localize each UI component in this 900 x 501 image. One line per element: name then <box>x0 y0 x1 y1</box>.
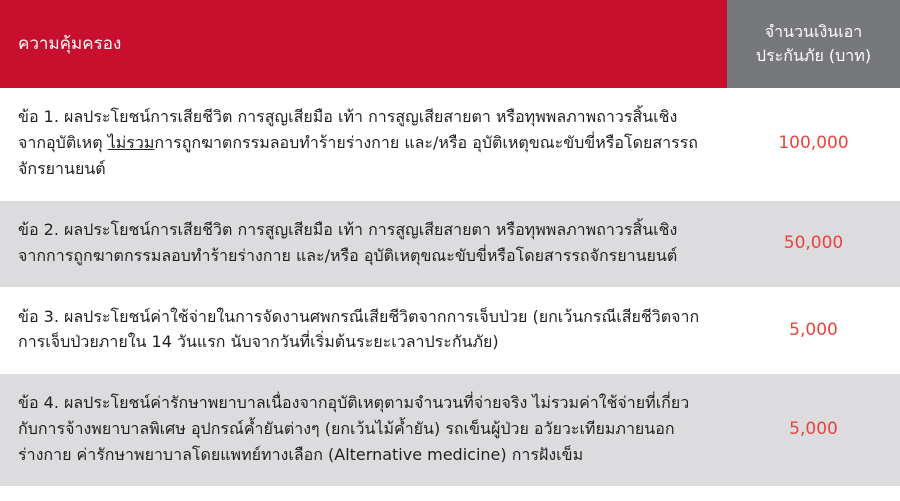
description-text-pre: ข้อ 3. ผลประโยชน์ค่าใช้จ่ายในการจัดงานศพกรณีเสียชีวิตจากการเจ็บป่วย (ยกเว้นกรณีเสียชีวิตจากการเจ็บป่วยภายใน 14 วันแรก นับจากวันที่เริ่มต้นระยะเวลาประกันภัย) <box>18 306 700 352</box>
description-text-underlined: ไม่รวม <box>107 132 155 152</box>
table-row <box>0 287 900 374</box>
table-row <box>0 88 900 200</box>
header-row <box>0 0 900 88</box>
cell-amount: 50,000 <box>727 200 900 287</box>
header-cell-description: ความคุ้มครอง <box>0 0 727 88</box>
cell-amount: 5,000 <box>727 287 900 374</box>
cell-amount: 5,000 <box>727 374 900 486</box>
table-header <box>0 0 900 88</box>
cell-amount: 100,000 <box>727 88 900 200</box>
header-cell-amount: จำนวนเงินเอาประกันภัย (บาท) <box>727 0 900 88</box>
table-row <box>0 374 900 486</box>
cell-description <box>0 374 727 486</box>
description-text-post: การถูกฆาตกรรมลอบทำร้ายร่างกาย และ/หรือ อุบัติเหตุขณะขับขี่หรือโดยสารรถจักรยานยนต์ <box>18 132 698 178</box>
description-text-pre: ข้อ 1. ผลประโยชน์การเสียชีวิต การสูญเสียมือ เท้า การสูญเสียสายตา หรือทุพพลภาพถาวรสิ้นเชิงจากอุบัติเหตุ <box>18 107 678 152</box>
cell-description <box>0 200 727 287</box>
cell-description <box>0 287 727 374</box>
description-text-pre: ข้อ 4. ผลประโยชน์ค่ารักษาพยาบาลเนื่องจากอุบัติเหตุตามจำนวนที่จ่ายจริง ไม่รวมค่าใช้จ่ายที่เกี่ยวกับการจ้างพยาบาลพิเศษ อุปกรณ์ค้ำยันต่างๆ (ยกเว้นไม้ค้ำยัน) รถเข็นผู้ป่วย อวัยวะเทียมภายนอกร่างกาย ค่ารักษาพยาบาลโดยแพทย์ทางเลือก (Alternative medicine) การฝังเข็ม <box>18 393 690 465</box>
description-text-pre: ข้อ 2. ผลประโยชน์การเสียชีวิต การสูญเสียมือ เท้า การสูญเสียสายตา หรือทุพพลภาพถาวรสิ้นเชิงจากการถูกฆาตกรรมลอบทำร้ายร่างกาย และ/หรือ อุบัติเหตุขณะขับขี่หรือโดยสารรถจักรยานยนต์ <box>18 219 678 265</box>
table-row <box>0 200 900 287</box>
cell-description <box>0 88 727 200</box>
table-body <box>0 88 900 486</box>
